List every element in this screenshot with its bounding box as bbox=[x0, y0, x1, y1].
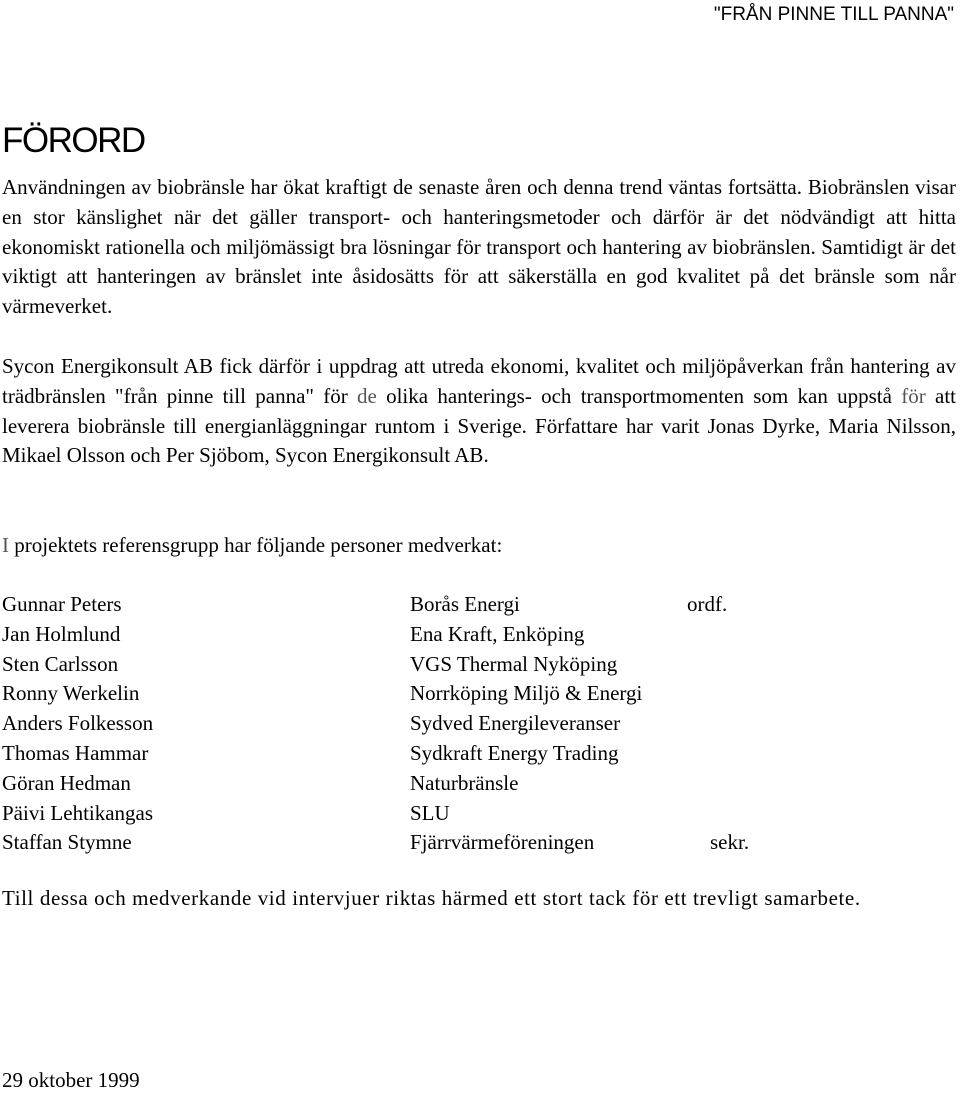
group-intro-text: I bbox=[2, 533, 9, 557]
member-name: Staffan Stymne bbox=[2, 830, 132, 855]
member-row bbox=[2, 739, 958, 769]
member-role: sekr. bbox=[710, 830, 750, 855]
running-header: "FRÅN PINNE TILL PANNA" bbox=[713, 4, 954, 25]
member-row bbox=[2, 769, 958, 799]
member-row bbox=[2, 679, 958, 709]
assignment-text: att leverera biobränsle till energianläggningar runtom i Sverige. Författare har varit Jonas Dyrke, Maria Nilsson, Mikael Olsson och Per Sjöbom, Sycon Energikonsult AB. bbox=[2, 383, 956, 468]
member-name: Ronny Werkelin bbox=[2, 681, 140, 706]
member-organization: Sydved Energileveranser bbox=[410, 711, 621, 736]
group-intro-paragraph bbox=[2, 531, 956, 561]
member-name: Gunnar Peters bbox=[2, 592, 122, 616]
member-row bbox=[2, 650, 958, 680]
group-intro-text: projektets referensgrupp har följande personer medverkat: bbox=[9, 533, 503, 557]
member-organization: Ena Kraft, Enköping bbox=[410, 621, 585, 646]
member-organization: Sydkraft Energy Trading bbox=[410, 740, 619, 765]
assignment-paragraph bbox=[2, 352, 956, 471]
member-row bbox=[2, 828, 958, 858]
member-name: Anders Folkesson bbox=[2, 711, 154, 736]
member-name: Jan Holmlund bbox=[2, 621, 121, 646]
member-row bbox=[2, 709, 958, 739]
member-organization: Norrköping Miljö & Energi bbox=[410, 681, 643, 706]
thanks-paragraph: Till dessa och medverkande vid intervjuer riktas härmed ett stort tack för ett trevligt samarbete. bbox=[2, 886, 861, 910]
member-name: Päivi Lehtikangas bbox=[2, 800, 154, 825]
document-date: 29 oktober 1999 bbox=[2, 1068, 140, 1092]
page-title: FÖRORD bbox=[2, 121, 145, 160]
member-row bbox=[2, 590, 958, 620]
member-name: Thomas Hammar bbox=[2, 740, 149, 765]
reference-group-list bbox=[2, 590, 958, 858]
member-organization: Fjärrvärmeföreningen bbox=[410, 830, 595, 855]
member-name: Sten Carlsson bbox=[2, 651, 119, 676]
member-organization: SLU bbox=[410, 800, 450, 825]
member-organization: Naturbränsle bbox=[410, 770, 519, 795]
member-row bbox=[2, 799, 958, 829]
member-role: ordf. bbox=[687, 592, 728, 616]
member-row bbox=[2, 620, 958, 650]
intro-paragraph: Användningen av biobränsle har ökat kraftigt de senaste åren och denna trend väntas fortsätta. Biobränslen visar en stor känslighet när det gäller transport- och hanteringsmetoder och därför är det nödvändigt att hitta ekonomiskt rationella och miljömässigt bra lösningar för transport och hantering av biobränslen. Samtidigt är det viktigt att hanteringen av bränslet inte åsidosätts för att säkerställa en god kvalitet på det bränsle som når värmeverket. bbox=[2, 175, 956, 319]
assignment-text: olika hanterings- och transportmomenten som kan uppstå bbox=[376, 383, 902, 408]
member-organization: Borås Energi bbox=[410, 592, 520, 616]
assignment-text: för bbox=[901, 383, 926, 408]
assignment-text: Sycon Energikonsult AB fick därför i uppdrag att utreda ekonomi, kvalitet och miljöpåverkan från hantering av trädbränslen "från pinne till panna" för bbox=[2, 354, 956, 408]
assignment-text: de bbox=[357, 383, 377, 408]
member-name: Göran Hedman bbox=[2, 770, 131, 795]
member-organization: VGS Thermal Nyköping bbox=[410, 651, 618, 676]
